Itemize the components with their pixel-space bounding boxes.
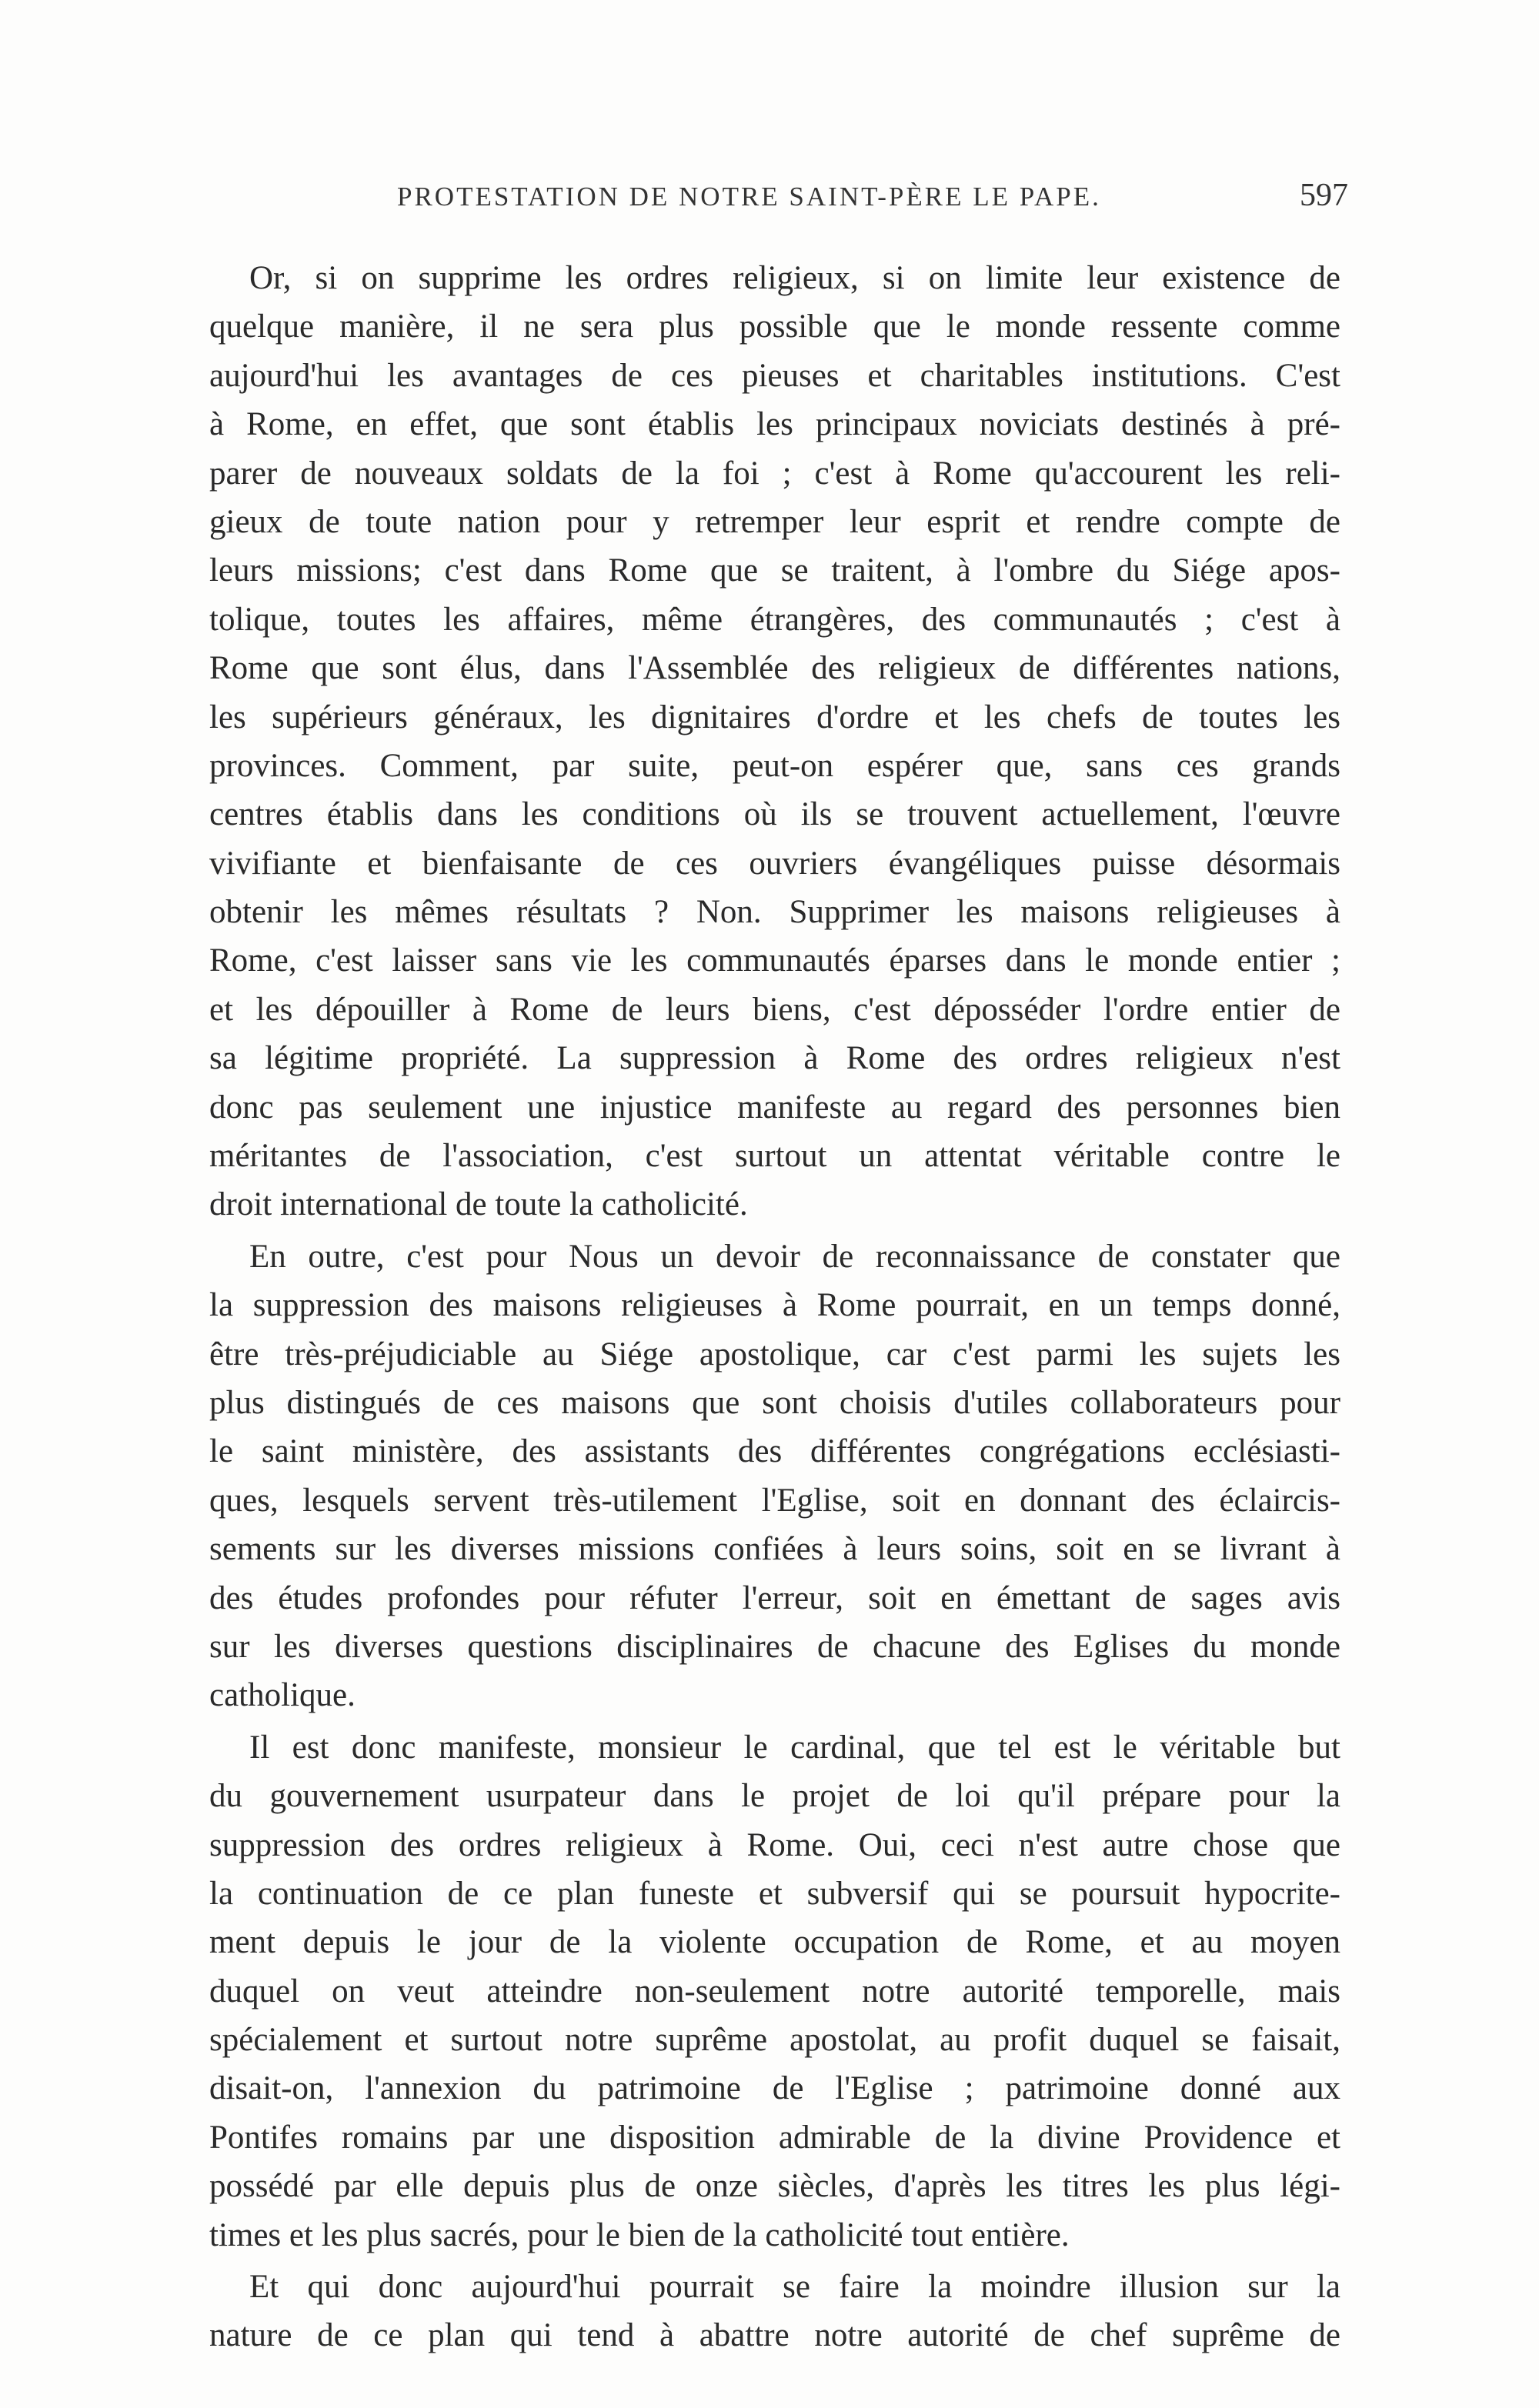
paragraph-3 xyxy=(209,1723,1340,2260)
text-line: gieux de toute nation pour y retremper leur esprit et rendre compte de xyxy=(209,503,1340,540)
text-line: parer de nouveaux soldats de la foi ; c'est à Rome qu'accourent les reli- xyxy=(209,455,1340,492)
text-line: aujourd'hui les avantages de ces pieuses et charitables institutions. C'est xyxy=(209,357,1340,394)
text-line: Rome, c'est laisser sans vie les communautés éparses dans le monde entier ; xyxy=(209,942,1340,979)
text-line: la continuation de ce plan funeste et subversif qui se poursuit hypocrite- xyxy=(209,1875,1340,1912)
text-line: sur les diverses questions disciplinaires de chacune des Eglises du monde xyxy=(209,1628,1340,1665)
text-line: du gouvernement usurpateur dans le projet de loi qu'il prépare pour la xyxy=(209,1778,1340,1815)
text-line: quelque manière, il ne sera plus possible que le monde ressente comme xyxy=(209,309,1340,345)
text-line: provinces. Comment, par suite, peut-on espérer que, sans ces grands xyxy=(209,747,1340,784)
text-line: En outre, c'est pour Nous un devoir de reconnaissance de constater que xyxy=(249,1238,1340,1275)
text-line: possédé par elle depuis plus de onze siècles, d'après les titres les plus légi- xyxy=(209,2168,1340,2205)
running-title: PROTESTATION DE NOTRE SAINT-PÈRE LE PAPE. xyxy=(397,182,1101,212)
text-line: sements sur les diverses missions confiées à leurs soins, soit en se livrant à xyxy=(209,1531,1340,1568)
text-line: duquel on veut atteindre non-seulement notre autorité temporelle, mais xyxy=(209,1973,1340,2009)
text-line: nature de ce plan qui tend à abattre notre autorité de chef suprême de xyxy=(209,2317,1340,2354)
paragraph-2 xyxy=(209,1232,1340,1720)
text-line: Rome que sont élus, dans l'Assemblée des religieux de différentes nations, xyxy=(209,650,1340,687)
text-line: obtenir les mêmes résultats ? Non. Supprimer les maisons religieuses à xyxy=(209,894,1340,931)
text-line: donc pas seulement une injustice manifeste au regard des personnes bien xyxy=(209,1089,1340,1126)
text-line: sa légitime propriété. La suppression à Rome des ordres religieux n'est xyxy=(209,1040,1340,1077)
text-line: ques, lesquels servent très-utilement l'Eglise, soit en donnant des éclaircis- xyxy=(209,1482,1340,1519)
running-head xyxy=(209,178,1348,220)
text-line: à Rome, en effet, que sont établis les principaux noviciats destinés à pré- xyxy=(209,406,1340,443)
text-line: disait-on, l'annexion du patrimoine de l'Eglise ; patrimoine donné aux xyxy=(209,2070,1340,2107)
text-line: spécialement et surtout notre suprême apostolat, au profit duquel se faisait, xyxy=(209,2022,1340,2059)
text-line: Et qui donc aujourd'hui pourrait se faire la moindre illusion sur la xyxy=(249,2269,1340,2306)
text-line: droit international de toute la catholicité. xyxy=(209,1186,748,1223)
text-line: méritantes de l'association, c'est surtout un attentat véritable contre le xyxy=(209,1138,1340,1175)
text-line: le saint ministère, des assistants des différentes congrégations ecclésiasti- xyxy=(209,1433,1340,1470)
page-number: 597 xyxy=(1300,178,1348,213)
text-line: times et les plus sacrés, pour le bien de la catholicité tout entière. xyxy=(209,2216,1070,2253)
text-line: Or, si on supprime les ordres religieux, si on limite leur existence de xyxy=(249,260,1340,296)
paragraph-1 xyxy=(209,254,1340,1229)
text-line: et les dépouiller à Rome de leurs biens, c'est déposséder l'ordre entier de xyxy=(209,991,1340,1028)
text-line: la suppression des maisons religieuses à Rome pourrait, en un temps donné, xyxy=(209,1287,1340,1324)
text-line: tolique, toutes les affaires, même étrangères, des communautés ; c'est à xyxy=(209,601,1340,638)
text-line: catholique. xyxy=(209,1677,356,1714)
text-line: plus distingués de ces maisons que sont choisis d'utiles collaborateurs pour xyxy=(209,1384,1340,1421)
paragraph-4 xyxy=(209,2263,1340,2360)
text-line: être très-préjudiciable au Siége apostolique, car c'est parmi les sujets les xyxy=(209,1336,1340,1372)
body-text xyxy=(209,254,1340,2363)
text-line: centres établis dans les conditions où ils se trouvent actuellement, l'œuvre xyxy=(209,796,1340,833)
text-line: leurs missions; c'est dans Rome que se traitent, à l'ombre du Siége apos- xyxy=(209,552,1340,589)
text-line: Pontifes romains par une disposition admirable de la divine Providence et xyxy=(209,2119,1340,2156)
text-line: Il est donc manifeste, monsieur le cardinal, que tel est le véritable but xyxy=(249,1729,1340,1766)
text-line: les supérieurs généraux, les dignitaires d'ordre et les chefs de toutes les xyxy=(209,699,1340,735)
text-line: vivifiante et bienfaisante de ces ouvriers évangéliques puisse désormais xyxy=(209,845,1340,882)
text-line: des études profondes pour réfuter l'erreur, soit en émettant de sages avis xyxy=(209,1579,1340,1616)
text-line: suppression des ordres religieux à Rome. Oui, ceci n'est autre chose que xyxy=(209,1826,1340,1863)
text-line: ment depuis le jour de la violente occupation de Rome, et au moyen xyxy=(209,1924,1340,1961)
